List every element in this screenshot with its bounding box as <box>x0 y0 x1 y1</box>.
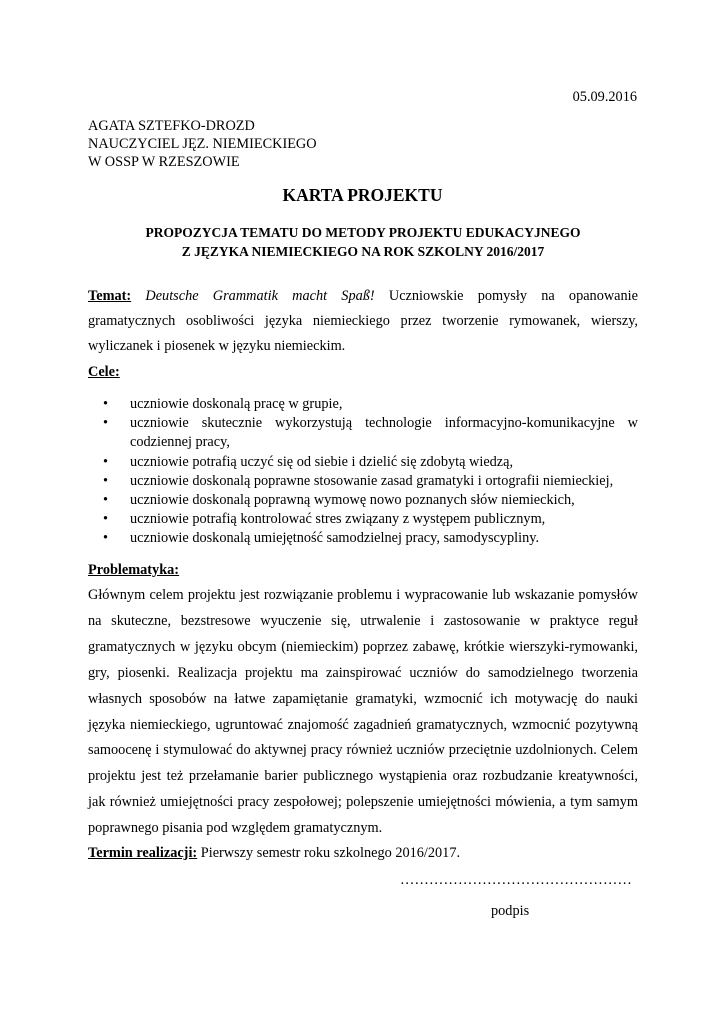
temat-label: Temat: <box>88 288 132 304</box>
goals-list <box>88 395 638 549</box>
problematyka-label: Problematyka: <box>88 562 180 578</box>
problematyka-text: Głównym celem projektu jest rozwiązanie problemu i wypracowanie lub wskazanie pomysłów na skuteczne, bezstresowe wyuczenie się, utrwalenie i zastosowanie w praktyce reguł gramatycznych w języku obcym (niemieckim) poprzez zabawę, krótkie wierszyki-rymowanki, gry, piosenki. Realizacja projektu ma zainspirować uczniów do samodzielnego tworzenia własnych sposobów na łatwe zapamiętanie gramatyki, wzmocnić ich motywację do nauki języka niemieckiego, ugruntować znajomość zagadnień gramatycznych, wzmocnić pozytywną samoocenę i stymulować do aktywnej pracy również uczniów przeciętnie uzdolnionych. Celem projektu jest też przełamanie barier publicznego wystąpienia oraz rozbudzanie kreatywności, jak również umiejętności pracy zespołowej; polepszenie umiejętności mówienia, a tym samym poprawnego pisania pod względem gramatycznym. <box>88 587 638 837</box>
goal-text: uczniowie potrafią kontrolować stres związany z występem publicznym, <box>130 511 546 528</box>
bullet-icon: • <box>103 415 109 432</box>
signature-line: ………………………………………… <box>400 872 632 888</box>
termin-label: Termin realizacji: <box>88 845 198 861</box>
goal-text: uczniowie potrafią uczyć się od siebie i dzielić się zdobytą wiedzą, <box>130 453 514 470</box>
document-title: KARTA PROJEKTU <box>282 185 443 205</box>
cele-label: Cele: <box>88 364 120 380</box>
subtitle-line-2: Z JĘZYKA NIEMIECKIEGO NA ROK SZKOLNY 2016/2017 <box>181 244 545 259</box>
list-item <box>88 395 638 414</box>
termin-text: Pierwszy semestr roku szkolnego 2016/2017. <box>200 845 461 861</box>
author-role: NAUCZYCIEL JĘZ. NIEMIECKIEGO <box>88 136 317 152</box>
document-subtitle <box>88 223 638 261</box>
temat-text: Uczniowskie pomysły na opanowanie gramatycznych osobliwości języka niemieckiego przez tworzenie rymowanek, wierszy, wyliczanek i piosenek w języku niemieckim. <box>88 288 638 354</box>
document-date: 05.09.2016 <box>572 89 637 105</box>
temat-title: Deutsche Grammatik macht Spaß! <box>145 288 375 304</box>
list-item <box>88 491 638 510</box>
goal-text: uczniowie doskonalą umiejętność samodzielnej pracy, samodyscypliny. <box>130 530 540 547</box>
author-school: W OSSP W RZESZOWIE <box>88 154 240 170</box>
bullet-icon: • <box>103 396 109 412</box>
subtitle-line-1: PROPOZYCJA TEMATU DO METODY PROJEKTU EDUKACYJNEGO <box>145 225 581 240</box>
list-item <box>88 510 638 529</box>
author-name: AGATA SZTEFKO-DROZD <box>88 118 255 134</box>
bullet-icon: • <box>103 492 109 509</box>
goal-text: uczniowie doskonalą poprawną wymowę nowo poznanych słów niemieckich, <box>130 492 575 509</box>
signature-label: podpis <box>491 903 530 919</box>
goal-text: uczniowie skutecznie wykorzystują technologie informacyjno-komunikacyjne w codziennej pracy, <box>130 415 638 451</box>
termin-section <box>88 845 638 862</box>
goal-text: uczniowie doskonalą poprawne stosowanie zasad gramatyki i ortografii niemieckiej, <box>130 472 614 489</box>
bullet-icon: • <box>103 511 109 528</box>
list-item <box>88 414 638 452</box>
author-block <box>88 117 317 171</box>
list-item <box>88 453 638 472</box>
temat-section <box>88 284 638 359</box>
bullet-icon: • <box>103 530 109 547</box>
goal-text: uczniowie doskonalą pracę w grupie, <box>130 396 343 412</box>
bullet-icon: • <box>103 453 109 470</box>
bullet-icon: • <box>103 472 109 489</box>
list-item <box>88 529 638 548</box>
list-item <box>88 472 638 491</box>
